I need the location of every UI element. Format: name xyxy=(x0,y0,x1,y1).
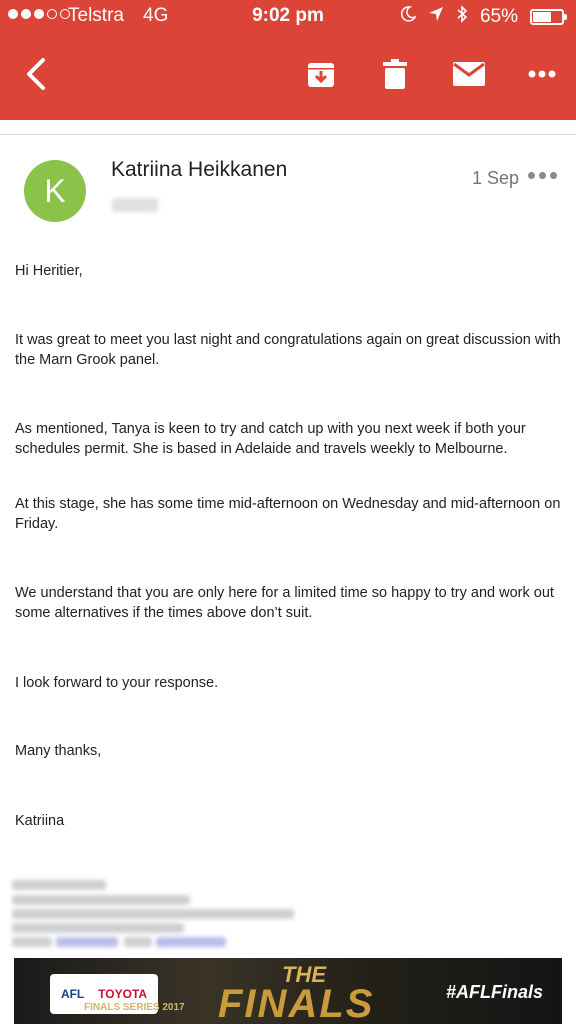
avatar-initial: K xyxy=(44,172,66,209)
battery-percent: 65% xyxy=(479,6,518,27)
sig-line xyxy=(12,937,52,947)
paragraph-4: We understand that you are only here for a limited time so happy to try and work out some alternatives if the times above don’t suit. xyxy=(15,585,554,621)
sig-line xyxy=(12,880,106,890)
status-time: 9:02 pm xyxy=(252,5,324,26)
divider xyxy=(0,134,576,135)
banner-finals: FINALS xyxy=(218,982,375,1024)
archive-icon[interactable] xyxy=(304,56,338,92)
sig-line xyxy=(12,909,294,919)
message-date: 1 Sep xyxy=(472,168,520,188)
app-header xyxy=(0,0,576,120)
paragraph-2: As mentioned, Tanya is keen to try and catch up with you next week if both your schedules permit. She is based in Adelaide and travels weekly to Melbourne. xyxy=(15,421,526,457)
location-arrow-icon xyxy=(428,6,444,28)
status-bar xyxy=(0,0,576,34)
greeting: Hi Heritier, xyxy=(15,263,83,279)
recipient-details-blurred[interactable] xyxy=(112,198,158,212)
afl-logo-text: AFL xyxy=(60,987,85,1001)
banner-hashtag: #AFLFinals xyxy=(446,982,544,1002)
paragraph-1: It was great to meet you last night and congratulations again on great discussion with the Marn Grook panel. xyxy=(15,332,561,368)
carrier-name: Telstra xyxy=(68,5,124,26)
paragraph-5: I look forward to your response. xyxy=(15,675,219,691)
sig-link[interactable] xyxy=(156,937,226,947)
banner-the: THE xyxy=(282,962,326,987)
more-icon[interactable] xyxy=(524,56,560,92)
sig-link[interactable] xyxy=(56,937,118,947)
sender-avatar[interactable] xyxy=(24,160,86,222)
toyota-logo-text: TOYOTA xyxy=(98,987,148,1001)
closing: Many thanks, xyxy=(15,743,102,759)
signature-name: Katriina xyxy=(15,813,65,829)
paragraph-3: At this stage, she has some time mid-afternoon on Wednesday and mid-afternoon on Friday. xyxy=(15,496,561,532)
message-more-icon[interactable] xyxy=(528,172,557,179)
sig-line xyxy=(12,923,184,933)
battery-fill xyxy=(533,12,551,22)
moon-icon xyxy=(400,6,416,28)
sig-line xyxy=(12,895,190,905)
sig-line xyxy=(124,937,152,947)
battery-icon xyxy=(530,9,564,25)
finals-series-text: FINALS SERIES 2017 xyxy=(84,1002,185,1013)
afl-finals-banner[interactable] xyxy=(14,958,562,1024)
status-right xyxy=(400,5,564,29)
mail-icon[interactable] xyxy=(450,56,488,92)
network-type: 4G xyxy=(143,5,169,26)
toolbar xyxy=(0,40,576,110)
back-arrow-icon[interactable] xyxy=(18,56,54,92)
trash-icon[interactable] xyxy=(380,56,410,92)
sender-name[interactable]: Katriina Heikkanen xyxy=(111,158,288,181)
bluetooth-icon xyxy=(456,5,468,29)
